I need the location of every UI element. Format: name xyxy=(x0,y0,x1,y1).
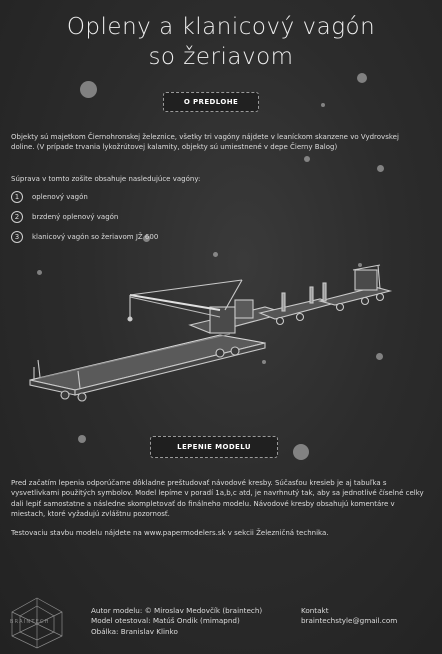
contact xyxy=(301,606,397,627)
tester-credit: Model otestoval: Matúš Ondik (mimapnd) xyxy=(91,616,240,626)
credits xyxy=(91,606,262,637)
list-item-label: oplenový vagón xyxy=(32,193,88,201)
wagon-model-illustration xyxy=(20,255,420,415)
list-item-label: klanicový vagón so žeriavom JŽ 600 xyxy=(32,233,159,241)
section-heading-label: O PREDLOHE xyxy=(183,98,239,106)
list-item xyxy=(11,231,158,243)
number-badge: 1 xyxy=(11,191,23,203)
section-heading-predlohe xyxy=(163,92,259,112)
page-title xyxy=(0,12,442,72)
assembly-link-text: Testovaciu stavbu modelu nájdete na www.papermodelers.sk v sekcii Železničná technika. xyxy=(11,529,329,537)
bg-dot xyxy=(80,81,97,98)
number-badge: 3 xyxy=(11,231,23,243)
bg-dot xyxy=(321,103,325,107)
list-item-label: brzdený oplenový vagón xyxy=(32,213,119,221)
bg-dot xyxy=(78,435,86,443)
title-line-1: Opleny a klanicový vagón xyxy=(66,14,376,40)
logo-text: BRAINTECH xyxy=(10,619,50,625)
list-item xyxy=(11,211,118,223)
contact-label: Kontakt xyxy=(301,606,329,615)
number-badge: 2 xyxy=(11,211,23,223)
assembly-paragraph: Pred začatím lepenia odporúčame dôkladne preštudovať návodové kresby. Súčasťou kresieb je aj tabuľka s vysvetlivkami použitých symbolov. Model lepíme v poradí 1a,b,c atd, je navrhnutý tak, aby sa jednotlivé číselné celky dali lepiť samostatne a následne skompletovať do finálneho modelu. Návodové kresby obsahujú komentáre v miestach, ktoré vyžadujú zvláštnu pozornosť. xyxy=(11,479,424,518)
intro-paragraph: Objekty sú majetkom Čiernohronskej železnice, všetky tri vagóny nájdete v leaníckom skanzene vo Vydrovskej doline. (V prípade trvania lykožrútovej kalamity, objekty sú umiestnené v depe Čierny Balog) xyxy=(11,133,399,152)
bg-dot xyxy=(293,444,309,460)
bg-dot xyxy=(357,73,367,83)
author-credit: Autor modelu: © Miroslav Medovčík (braintech) xyxy=(91,606,263,615)
title-line-2: so žeriavom xyxy=(148,44,294,70)
list-item xyxy=(11,191,88,203)
bg-dot xyxy=(304,156,310,162)
set-label: Súprava v tomto zošite obsahuje nasledujúce vagóny: xyxy=(11,175,201,183)
section-heading-label: LEPENIE MODELU xyxy=(177,443,251,451)
section-heading-lepenie xyxy=(150,436,278,458)
contact-email[interactable]: braintechstyle@gmail.com xyxy=(301,616,398,626)
cover-credit: Obálka: Branislav Klinko xyxy=(91,626,178,636)
bg-dot xyxy=(377,165,384,172)
